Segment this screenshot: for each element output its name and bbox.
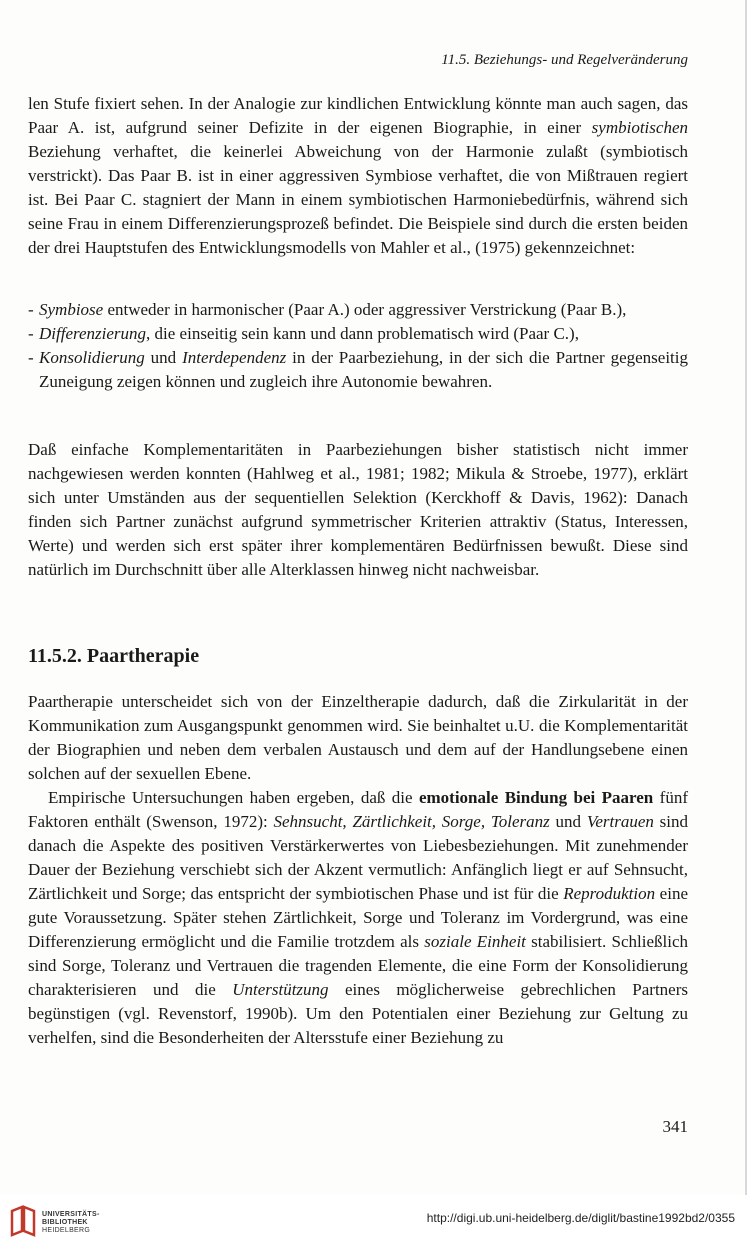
emphasis: Interdependenz [182,348,287,367]
library-line: BIBLIOTHEK [42,1219,88,1226]
text-span: eines möglicherweise gebrechlichen Partners begünstigen (vgl. Revenstorf, 1990b). Um den Potentialen einer Beziehung zur Geltung zu verhelfen, sind die Besonderheiten der Altersstufe einer Beziehung zu [28,980,688,1047]
emphasis: Unterstützung [232,980,329,999]
text-span: len Stufe fixiert sehen. In der Analogie zur kindlichen Entwicklung könnte man auch sagen, das Paar A. ist, aufgrund seiner Defizite in der eigenen Biographie, in einer [28,94,688,137]
logo-shape [12,1207,34,1235]
text-span: Beziehung verhaftet, die keinerlei Abweichung von der Harmonie zulaßt (symbiotisch verstrickt). Das Paar B. ist in einer aggressiven Symbiose verhaftet, die von Mißtrauen regiert ist. Bei Paar C. stagniert der Mann in einem symbiotischen Harmoniebedürfnis, während sich seine Frau in einem Differenzierungsprozeß befindet. Die Beispiele sind durch die ersten beiden der drei Hauptstufen des Entwicklungsmodells von Mahler et al., (1975) gekennzeichnet: [28,142,688,257]
paragraph-text: Daß einfache Komplementaritäten in Paarbeziehungen bisher statistisch nicht immer nachgewiesen werden konnten (Hahlweg et al., 1981; 1982; Mikula & Stroebe, 1977), erklärt sich unter Umständen aus der sequentiellen Selektion (Kerckhoff & Davis, 1962): Danach finden sich Partner zunächst aufgrund symmetrischer Kriterien attraktiv (Status, Interessen, Werte) und werden sich erst später ihrer komplementären Bedürfnissen bewußt. Diese sind natürlich im Durchschnitt über alle Alterklassen hinweg nicht nachweisbar. [28,440,688,579]
paragraph-text [28,786,688,1050]
library-name [42,1211,100,1235]
library-line: UNIVERSITÄTS- [42,1211,100,1218]
emphasis: Sehnsucht, Zärtlichkeit, Sorge, Toleranz [273,812,550,831]
emphasis: symbiotischen [591,118,688,137]
text-span: Empirische Untersuchungen haben ergeben, daß die [48,788,419,807]
stage-list [28,298,688,394]
digitization-footer [0,1195,747,1255]
text-span: in der Paarbeziehung, in der sich die Partner gegenseitig Zuneigung zeigen können und zugleich ihre Autonomie bewahren. [39,348,689,391]
library-line: HEIDELBERG [42,1227,91,1234]
emphasis: Differenzierung [39,324,147,343]
bold-term: emotionale Bindung bei Paaren [418,788,654,807]
emphasis: Konsolidierung [39,348,145,367]
text-span: sind danach die Aspekte des positiven Verstärkerwertes von Liebesbeziehungen. Mit zunehmender Dauer der Beziehung verschiebt sich der Akzent vermutlich: Anfänglich liegt er auf Sehnsucht, Zärtlichkeit und Sorge; das entspricht der symbiotischen Phase und ist für die [28,812,688,903]
text-span: und [144,348,183,367]
source-url-link[interactable]: http://digi.ub.uni-heidelberg.de/diglit/bastine1992bd2/0355 [426,1211,735,1225]
paragraph-intro [28,92,688,260]
library-logo-icon [8,1205,38,1239]
text-span: fünf Faktoren enthält (Swenson, 1972): [28,788,689,831]
list-item [28,346,688,394]
running-head: 11.5. Beziehungs- und Regelveränderung [441,52,688,68]
paragraph-block-therapy [28,690,688,1050]
list-item [28,298,688,322]
emphasis: Symbiose [39,300,104,319]
text-span: stabilisiert. Schließlich sind Sorge, Toleranz und Vertrauen die tragenden Elemente, die eine Form der Konsolidierung charakterisieren und die [28,932,688,999]
text-span: eine gute Voraussetzung. Später stehen Zärtlichkeit, Sorge und Toleranz im Vordergrund, was eine Differenzierung ermöglicht und die Familie trotzdem als [28,884,688,951]
section-heading: 11.5.2. Paartherapie [28,645,200,667]
paragraph-complementarity [28,438,688,582]
text-span: und [549,812,587,831]
list-item [28,322,688,346]
emphasis: Reproduktion [563,884,656,903]
text-span: entweder in harmonischer (Paar A.) oder aggressiver Verstrickung (Paar B.), [103,300,627,319]
emphasis: soziale Einheit [424,932,526,951]
text-span: , die einseitig sein kann und dann problematisch wird (Paar C.), [146,324,579,343]
page-number: 341 [662,1117,688,1136]
emphasis: Vertrauen [586,812,654,831]
paragraph-text: Paartherapie unterscheidet sich von der Einzeltherapie dadurch, daß die Zirkularität in der Kommunikation zum Ausgangspunkt genommen wird. Sie beinhaltet u.U. die Komplementarität der Biographien und neben dem verbalen Austausch und dem auf der Handlungsebene einen solchen auf der sexuellen Ebene. [28,692,688,783]
